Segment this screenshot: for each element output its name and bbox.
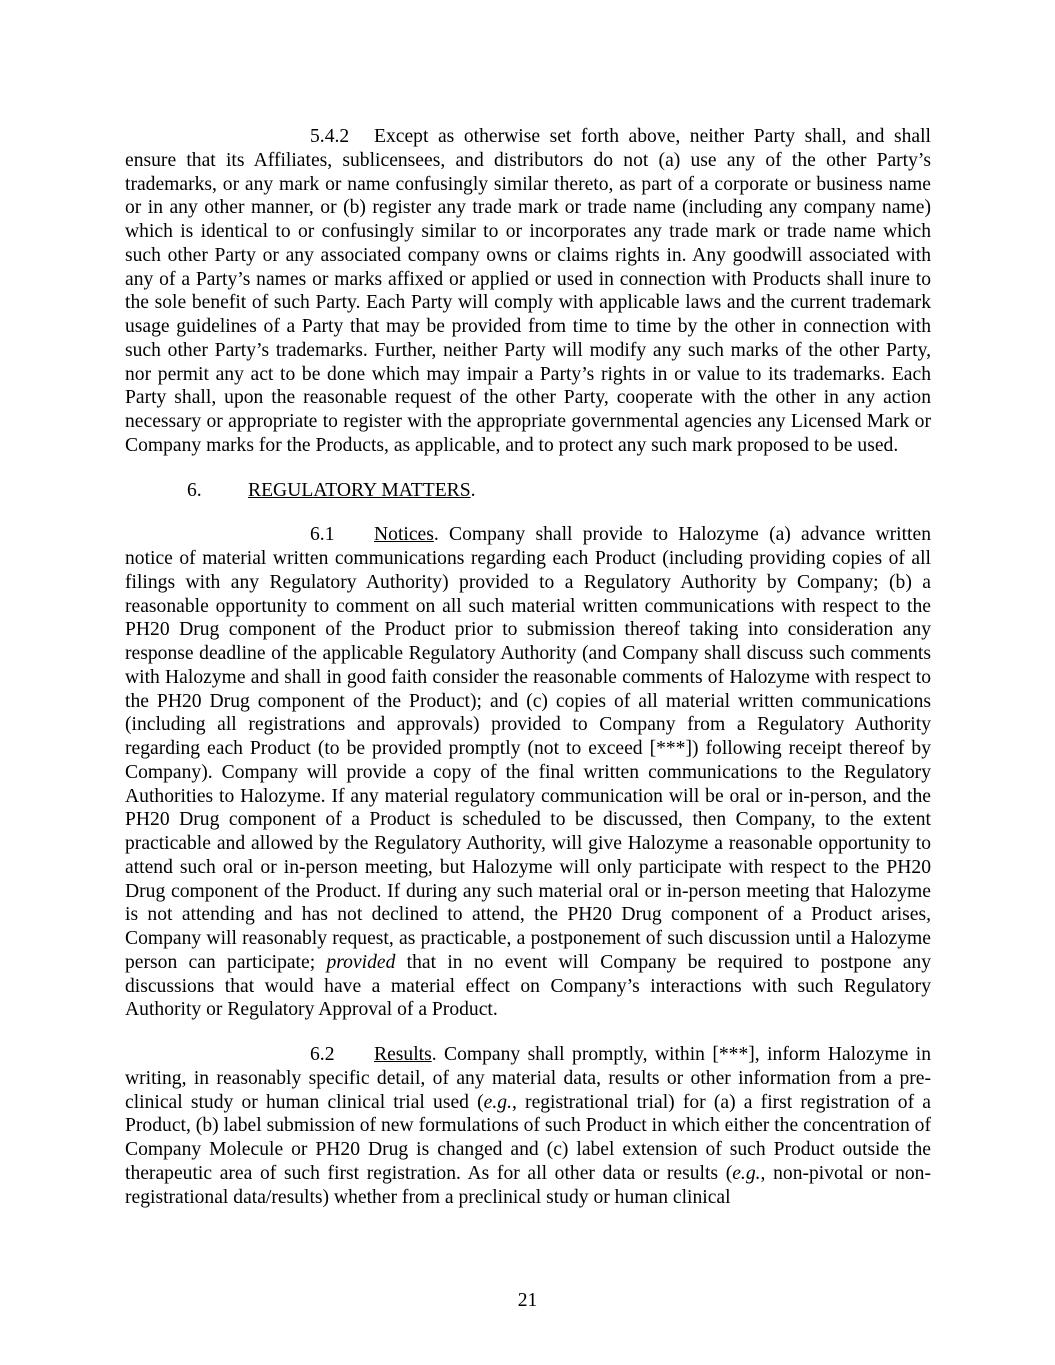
paragraph-text: Company shall provide to Halozyme (a) advance written notice of material written communications regarding each Product (including providing copies of all filings with any Regulatory Authority) provided to a Regulatory Authority by Company; (b) a reasonable opportunity to comment on all such material written communications with respect to the PH20 Drug component of the Product prior to submission thereof taking into consideration any response deadline of the applicable Regulatory Authority (and Company shall discuss such comments with Halozyme and shall in good faith consider the reasonable comments of Halozyme with respect to the PH20 Drug component of the Product); and (c) copies of all material written communications (including all registrations and approvals) provided to Company from a Regulatory Authority regarding each Product (to be provided promptly (not to exceed [***]) following receipt thereof by Company). Company will provide a copy of the final written communications to the Regulatory Authorities to Halozyme. If any material regulatory communication will be oral or in-person, and the PH20 Drug component of a Product is scheduled to be discussed, then Company, to the extent practicable and allowed by the Regulatory Authority, will give Halozyme a reasonable opportunity to attend such oral or in-person meeting, but Halozyme will only participate with respect to the PH20 Drug component of the Product. If during any such material oral or in-person meeting that Halozyme is not attending and has not declined to attend, the PH20 Drug component of a Product arises, Company will reasonably request, as practicable, a postponement of such discussion until a Halozyme person can participate; bbox=[125, 524, 931, 973]
paragraph-5-4-2 bbox=[125, 125, 931, 458]
paragraph-6-2 bbox=[125, 1043, 931, 1209]
section-number: 5.4.2 bbox=[310, 126, 350, 147]
section-title-suffix: . bbox=[433, 524, 439, 546]
document-page bbox=[125, 125, 931, 1209]
paragraph-text: , non-pivotal or non-registrational data/results) whether from a preclinical study or human clinical bbox=[125, 1162, 931, 1208]
section-number: 6.2 bbox=[310, 1044, 335, 1065]
paragraph-text: Company shall promptly, within [***], inform Halozyme in writing, in reasonably specific detail, of any material data, results or other information from a pre-clinical study or human clinical trial used ( bbox=[125, 1044, 931, 1113]
paragraph-text: Except as otherwise set forth above, neither Party shall, and shall ensure that its Affiliates, sublicensees, and distributors do not (a) use any of the other Party’s trademarks, or any mark or name confusingly similar thereto, as part of a corporate or business name or in any other manner, or (b) register any trade mark or trade name (including any company name) which is identical to or confusingly similar to or incorporates any trade mark or trade name which such other Party or any associated company owns or claims rights in. Any goodwill associated with any of a Party’s names or marks affixed or applied or used in connection with Products shall inure to the sole benefit of such Party. Each Party will comply with applicable laws and the current trademark usage guidelines of a Party that may be provided from time to time by the other in connection with such other Party’s trademarks. Further, neither Party will modify any such marks of the other Party, nor permit any act to be done which may impair a Party’s rights in or value to its trademarks. Each Party shall, upon the reasonable request of the other Party, cooperate with the other in any action necessary or appropriate to register with the appropriate governmental agencies any Licensed Mark or Company marks for the Products, as applicable, and to protect any such mark proposed to be used. bbox=[125, 126, 931, 456]
italic-term: e.g. bbox=[732, 1162, 761, 1184]
section-title-suffix: . bbox=[470, 479, 476, 501]
italic-term: e.g. bbox=[483, 1091, 512, 1113]
paragraph-6-1 bbox=[125, 523, 931, 1022]
italic-term: provided bbox=[326, 951, 396, 973]
section-title: Notices bbox=[374, 524, 434, 546]
section-number: 6.1 bbox=[310, 524, 335, 546]
section-title: Results bbox=[374, 1044, 432, 1065]
section-title: REGULATORY MATTERS bbox=[248, 479, 471, 501]
paragraph-text: that in no event will Company be required to postpone any discussions that would have a material effect on Company’s interactions with such Regulatory Authority or Regulatory Approval of a Product. bbox=[125, 951, 931, 1021]
section-number: 6. bbox=[187, 479, 202, 501]
section-title-suffix: . bbox=[431, 1044, 437, 1065]
page-number: 21 bbox=[517, 1290, 538, 1311]
section-6-heading bbox=[125, 479, 931, 503]
paragraph-text: , registrational trial) for (a) a first registration of a Product, (b) label submission of new formulations of such Product in which either the concentration of Company Molecule or PH20 Drug is changed and (c) label extension of such Product outside the therapeutic area of such first registration. As for all other data or results ( bbox=[125, 1091, 932, 1184]
